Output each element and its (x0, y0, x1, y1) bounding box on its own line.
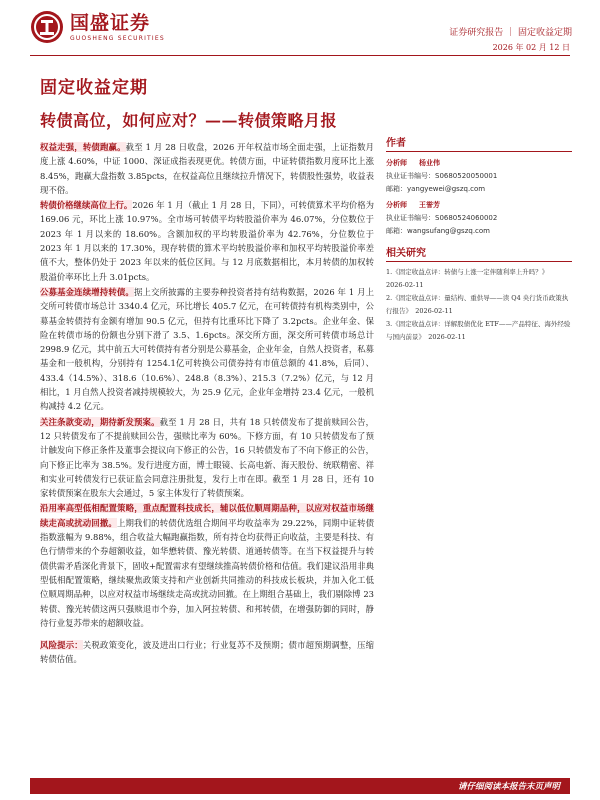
paragraph-text: 据上交所披露的主要券种投资者持有结构数据，2026 年 1 月上交所可转债市场总计 3340.4 亿元，环比增长 405.7 亿元，在可转债持有机构类别中，公募基金转债持有金额有增加 90.5 亿元，但持有比重环比下降了 3.2pcts。企业年金、保险在转债市场的份额也分别下滑了 3.5、1.6pcts。深交所方面，深交所可转债市场总计 2998.9 亿元，其中前五大可转债持有者分别是公募基金，企业年金，自然人投资者，私募基金和一般机构，分别持有 1254.1亿可转换公司债券持有市值总额的 41.8%，后同）、433.4（14.5%）、318.6（10.6%）、248.8（8.3%）、215.3（7.2%）亿元，与 12 月相比，1 月自然人投资者减持规模较大，为 25.9 亿元，企业年金增持 23.4 亿元，一般机构减持 4.2 亿元。 (40, 286, 374, 412)
brand-logo (30, 10, 165, 44)
related-report-link[interactable]: 1.《固定收益点评：转债与上涨一定伴随利率上升吗？》 (386, 268, 549, 276)
analyst-name: 王誉芳 (419, 200, 440, 209)
paragraph-lead: 公募基金连续增持转债。 (40, 286, 134, 297)
related-report-link[interactable]: 3.《固定收益点评：详解股债优化 ETF——产品特征、海外经验与国内前景》 2026-02-11 (386, 320, 571, 341)
paragraph (40, 285, 374, 414)
paragraph-lead: 转债价格继续高位上行。 (40, 200, 133, 211)
analyst-email[interactable]: 邮箱：yangyewei@gszq.com (386, 185, 486, 193)
footer-disclaimer: 请仔细阅读本报告末页声明 (457, 782, 560, 792)
report-header (0, 0, 600, 56)
brand-name-en: GUOSHENG SECURITIES (70, 34, 165, 42)
paragraph-lead: 权益走强，转债跑赢。 (40, 142, 126, 152)
header-divider (30, 55, 570, 56)
paragraph-text: 截至 1 月 28 日收盘，2026 开年权益市场全面走强，上证指数月度上涨 4.60%，中证 1000、深证成指表现更优。转债方面，中证转债指数月度环比上涨 8.45%，跑赢大盘指数 3.85pcts，在权益高位且继续拉升情况下，转债股性强势，收益表现不俗。 (40, 142, 375, 195)
paragraph-lead: 沿用率高型低相配置策略，重点配置科技成长，辅以低位顺周期品种，以应对权益市场继续走高或扰动回撤。 (40, 503, 374, 528)
analyst-card (386, 198, 572, 238)
sidebar (386, 134, 572, 344)
report-date: 2026 年 02 月 12 日 (492, 43, 570, 52)
paragraph (40, 501, 374, 630)
related-report-link[interactable]: 2.《固定收益点评：量结构、重供导——读 Q4 央行货币政策执行报告》 2026-02-11 (386, 294, 569, 315)
analyst-role: 分析师 (386, 158, 407, 167)
report-body (40, 140, 374, 668)
paragraph-text: 2026 年 1 月（截止 1 月 28 日，下同），可转债算术平均价格为 169.06 元，环比上涨 10.97%。全市场可转债平均转股溢价率为 46.07%，分位数位于 2023 年 1 月以来的 18.60%。含额加权的平均转股溢价率为 42.76%，分位数位于 2023 年 1 月以来的 17.30%，现存转债的算术平均转股溢价率和加权平均转股溢价率差值不大，整体仍处于 2023 年以来的低位区间。与 12 月底数据相比，本月转债的加权转股溢价率环比上升 3.01pcts。 (40, 200, 374, 282)
analyst-role: 分析师 (386, 200, 407, 209)
related-report-date: 2026-02-11 (386, 281, 424, 289)
report-type: 证券研究报告 ｜ 固定收益定期 (449, 28, 572, 38)
brand-name-cn: 国盛证券 (70, 11, 151, 34)
brand-seal-icon (30, 10, 64, 44)
analyst-cert: 执业证书编号：S0680524060002 (386, 214, 498, 222)
section-title: 固定收益定期 (40, 78, 148, 98)
risk-text: 关税政策变化，波及进出口行业；行业复苏不及预期；债市超预期调整，压缩转债估值。 (40, 640, 375, 665)
paragraph (40, 415, 374, 501)
analyst-cert: 执业证书编号：S0680520050001 (386, 172, 498, 180)
paragraph (40, 198, 374, 284)
paragraph (40, 140, 374, 197)
analyst-email[interactable]: 邮箱：wangsufang@gszq.com (386, 227, 490, 235)
analyst-name: 杨业伟 (419, 158, 440, 167)
footer (30, 778, 570, 794)
authors-heading: 作者 (386, 134, 572, 152)
risk-warning (40, 638, 374, 667)
page-title: 转债高位，如何应对？——转债策略月报 (40, 111, 338, 130)
paragraph-lead: 关注条款变动，期待新发预案。 (40, 416, 160, 427)
paragraph-text: 上期我们的转债优选组合期间平均收益率为 29.22%，同期中证转债指数涨幅为 9.88%，组合收益大幅跑赢指数，所有持仓均获得正向收益，主要是科技、有色行情带来的个券超额收益，如华懋转债、豫光转债、道通转债等。在当下权益提升与转债供需矛盾深化背景下，固收+配置需求有望继续推高转债价格和估值。我们建议沿用非典型低相配置策略，继续聚焦政策支持和产业创新共同推动的科技成长板块，并加入化工低位顺周期品种，以应对权益市场继续走高或扰动回撤。在上期组合基础上，我们剔除博 23 转债、豫光转债这两只强赎退市个券，加入阿拉转债、和邦转债，在增强防御的同时，静待行业复苏带来的超额收益。 (40, 517, 374, 628)
paragraph-text: 截至 1 月 28 日，共有 18 只转债发布了提前赎回公告，12 只转债发布了不提前赎回公告，强赎比率为 60%。下修方面，有 10 只转债发布了预计触发向下修正条件及董事会提议向下修正的公告，16 只转债发布了不向下修正的公告，向下修正比率为 38.5%。发行进度方面，博士眼镜、长高电新、海天股份、统联精密、祥和实业可转债发行已获证监会同意注册批复，发行上市在即。截至 1 月 28 日，还有 10 家转债预案在股东大会通过，5 家主体发行了转债预案。 (40, 416, 375, 499)
analyst-card (386, 156, 572, 196)
related-heading: 相关研究 (386, 244, 572, 262)
risk-lead: 风险提示： (40, 640, 83, 651)
